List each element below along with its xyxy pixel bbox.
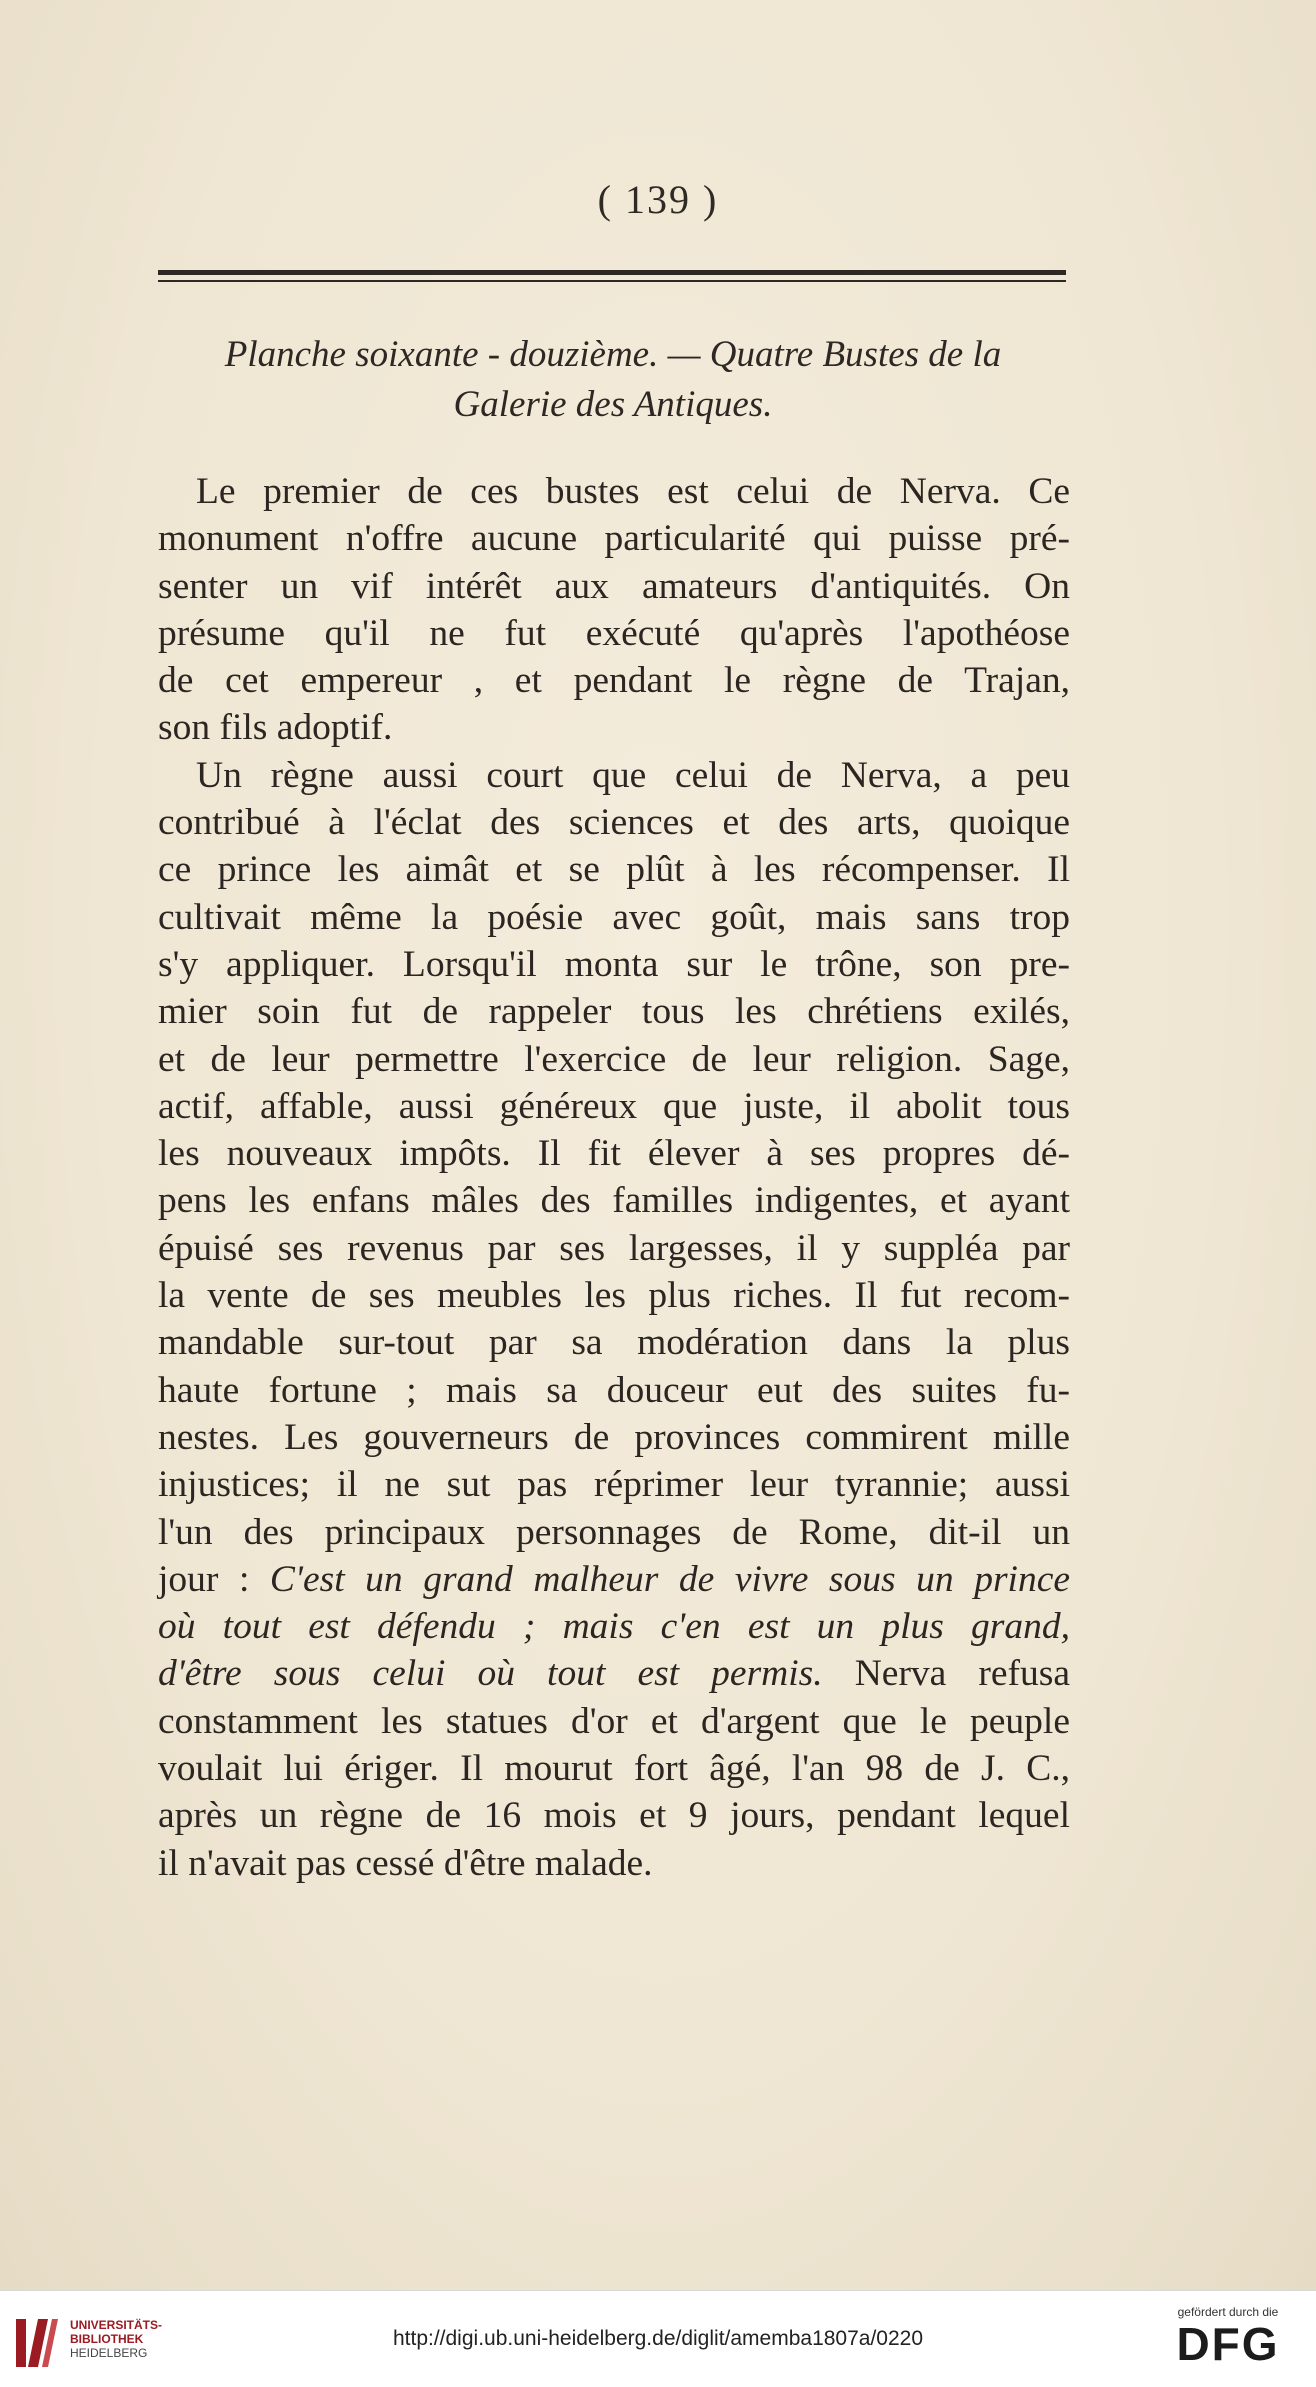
page-number: ( 139 ): [597, 177, 719, 222]
text-line: senter un vif intérêt aux amateurs d'antiquités. On: [158, 565, 1070, 607]
dfg-logo-icon: DFG: [1176, 2318, 1280, 2370]
text-line: de cet empereur , et pendant le règne de Trajan,: [158, 660, 1070, 702]
viewer-footer: [0, 2290, 1316, 2387]
plate-heading: [150, 330, 1076, 430]
text-line: constamment les statues d'or et d'argent que le peuple: [158, 1700, 1070, 1742]
text-line: la vente de ses meubles les plus riches. Il fut recom-: [158, 1275, 1070, 1317]
text-line: cultivait même la poésie avec goût, mais sans trop: [158, 896, 1070, 938]
page-url[interactable]: http://digi.ub.uni-heidelberg.de/diglit/amemba1807a/0220: [392, 2327, 924, 2350]
text-line: s'y appliquer. Lorsqu'il monta sur le trône, son pre-: [158, 943, 1070, 985]
text-line: voulait lui ériger. Il mourut fort âgé, l'an 98 de J. C.,: [158, 1748, 1070, 1790]
text-line: son fils adoptif.: [158, 707, 393, 749]
text-line: haute fortune ; mais sa douceur eut des suites fu-: [158, 1369, 1070, 1411]
text-line: nestes. Les gouverneurs de provinces commirent mille: [158, 1416, 1070, 1458]
text-line: actif, affable, aussi généreux que juste, il abolit tous: [158, 1085, 1070, 1127]
quote-text: C'est un grand malheur de vivre sous un prince: [269, 1558, 1070, 1600]
text-line: présume qu'il ne fut exécuté qu'après l'apothéose: [158, 612, 1070, 654]
header-rule-thin: [158, 280, 1066, 282]
text-line: Le premier de ces bustes est celui de Nerva. Ce: [196, 471, 1070, 512]
header-rule-thick: [158, 270, 1066, 275]
body-text: [158, 468, 1070, 1887]
text-line: monument n'offre aucune particularité qui puisse pré-: [158, 518, 1070, 560]
text-line: Un règne aussi court que celui de Nerva, a peu: [196, 754, 1070, 796]
text-line: les nouveaux impôts. Il fit élever à ses propres dé-: [158, 1133, 1070, 1175]
funder-caption: gefördert durch die: [1177, 2305, 1279, 2319]
library-name-line: UNIVERSITÄTS-: [70, 2318, 163, 2332]
heading-line-1: Planche soixante - douzième. — Quatre Bustes de la: [224, 334, 1002, 375]
text-line: mandable sur-tout par sa modération dans la plus: [158, 1322, 1070, 1364]
quote-text: d'être sous celui où tout est permis.: [158, 1653, 823, 1695]
text-line: mier soin fut de rappeler tous les chrétiens exilés,: [158, 991, 1070, 1033]
quote-line: où tout est défendu ; mais c'en est un plus grand,: [158, 1606, 1070, 1648]
text-line: contribué à l'éclat des sciences et des arts, quoique: [158, 802, 1070, 844]
text-line: injustices; il ne sut pas réprimer leur tyrannie; aussi: [158, 1464, 1070, 1506]
text-line: il n'avait pas cessé d'être malade.: [158, 1842, 653, 1884]
funder-logo: [1158, 2305, 1298, 2369]
text-line: pens les enfans mâles des familles indigentes, et ayant: [158, 1180, 1070, 1222]
text-line: et de leur permettre l'exercice de leur religion. Sage,: [158, 1038, 1070, 1080]
library-name-line: BIBLIOTHEK: [70, 2332, 144, 2346]
quote-intro: jour :: [158, 1558, 250, 1600]
text-line: ce prince les aimât et se plût à les récompenser. Il: [158, 849, 1070, 891]
text-line: épuisé ses revenus par ses largesses, il y suppléa par: [158, 1227, 1070, 1269]
text-line: après un règne de 16 mois et 9 jours, pendant lequel: [158, 1795, 1070, 1837]
quote-line: [158, 1556, 1070, 1603]
quote-line: [158, 1650, 1070, 1697]
text-line: l'un des principaux personnages de Rome, dit-il un: [158, 1511, 1070, 1553]
quote-after: Nerva refusa: [854, 1653, 1071, 1695]
heading-line-2: Galerie des Antiques.: [453, 384, 773, 425]
library-city: HEIDELBERG: [70, 2346, 148, 2360]
